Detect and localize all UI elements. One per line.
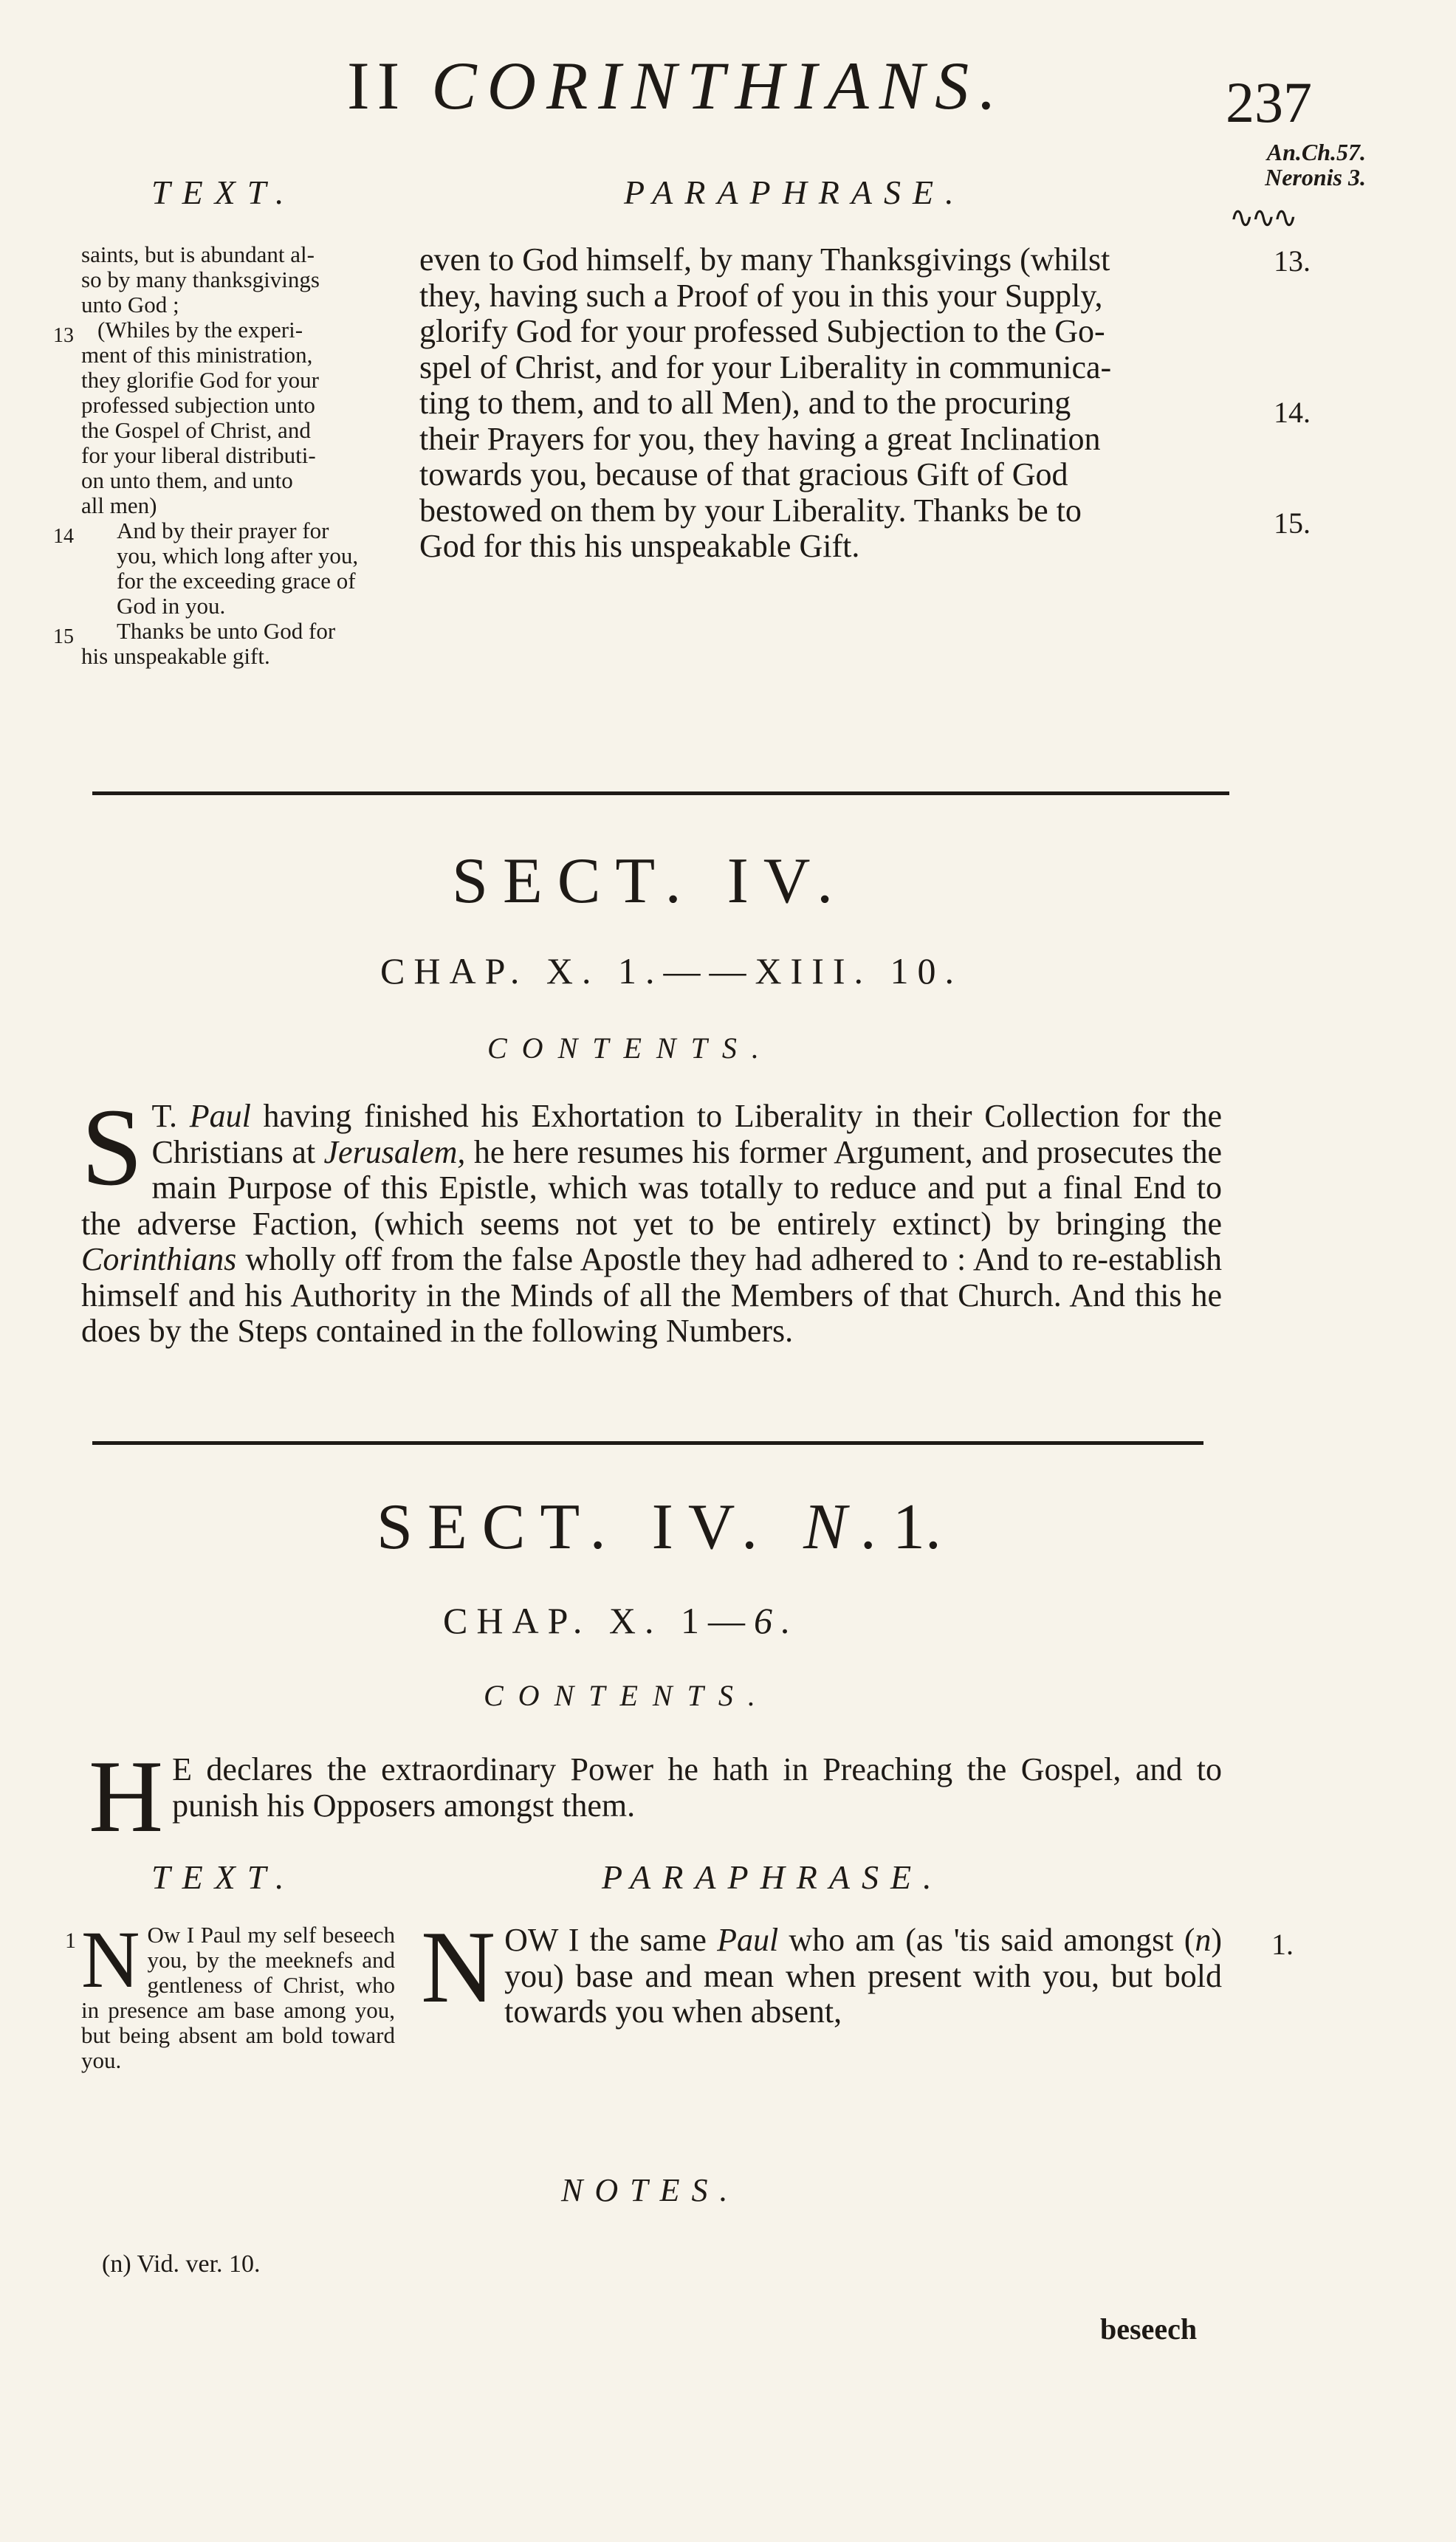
note-ref: n xyxy=(1195,1922,1212,1958)
drop-cap: H xyxy=(89,1739,164,1854)
verse-number: 15 xyxy=(53,625,74,648)
running-title xyxy=(347,48,1159,123)
text-verse-15 xyxy=(53,618,399,669)
margin-date-reign: Neronis 3. xyxy=(1265,163,1366,190)
text-line: And by their prayer for xyxy=(117,518,329,543)
subsection-contents-paragraph xyxy=(89,1739,1222,1854)
text-line: they glorifie God for your xyxy=(81,367,319,393)
contents-text: having finished his Exhortation to Liberality in their Collection for the Christians at xyxy=(151,1098,1222,1170)
text-line: so by many thanksgivings xyxy=(81,267,320,292)
text-verse-1-number: 1 xyxy=(65,1928,76,1953)
chap-range-main: CHAP. X. 1— xyxy=(443,1600,754,1641)
paraphrase-line: God for this his unspeakable Gift. xyxy=(419,528,860,564)
verse-mark-14: 14. xyxy=(1274,396,1311,429)
text-column-label-2: TEXT. xyxy=(151,1858,296,1896)
text-line: God in you. xyxy=(117,593,226,619)
text-line: you, which long after you, xyxy=(117,543,359,568)
ornament-icon: ∿∿∿ xyxy=(1229,201,1295,234)
book-prefix: II xyxy=(347,48,408,123)
catchword: beseech xyxy=(1100,2312,1198,2346)
section-divider xyxy=(92,1441,1203,1445)
text-body: Ow I Paul my self beseech you, by the meeknefs and gentleness of Christ, who in presence am base among you, but being absent am bold toward you. xyxy=(81,1922,395,2073)
paraphrase-line: towards you, because of that gracious Gift of God xyxy=(419,456,1068,492)
contents-text: wholly off from the false Apostle they had adhered to : And to re-establish himself and his Authority in the Minds of all the Members of that Church. And this he does by the Steps contained in the following Numbers. xyxy=(81,1241,1222,1349)
section-title: SECT. IV. xyxy=(452,845,848,917)
subsection-contents-heading: CONTENTS. xyxy=(484,1679,770,1712)
paraphrase-line: ting to them, and to all Men), and to the procuring xyxy=(419,385,1071,421)
text-line: unto God ; xyxy=(81,292,179,317)
verse-mark-1: 1. xyxy=(1271,1928,1294,1961)
text-line: ment of this ministration, xyxy=(81,342,313,368)
text-line: Thanks be unto God for xyxy=(117,618,336,644)
text-line: his unspeakable gift. xyxy=(81,643,270,669)
paraphrase-line: even to God himself, by many Thanksgivings (whilst xyxy=(419,241,1110,278)
text-line: (Whiles by the experi- xyxy=(97,317,303,343)
margin-date-year: An.Ch.57. xyxy=(1266,139,1366,165)
paraphrase-text: who am (as 'tis said amongst ( xyxy=(778,1922,1195,1958)
notes-heading: NOTES. xyxy=(561,2172,740,2208)
drop-cap: N xyxy=(81,1914,140,2005)
drop-cap: N xyxy=(421,1910,496,2024)
verse-number: 13 xyxy=(53,324,74,347)
bottom-text-column xyxy=(81,1914,395,2073)
text-verse-13 xyxy=(53,317,399,518)
subsection-chapter-range xyxy=(443,1602,799,1639)
paraphrase-line: they, having such a Proof of you in this your Supply, xyxy=(419,277,1103,314)
paraphrase-column-label-2: PARAPHRASE. xyxy=(602,1858,944,1896)
contents-paragraph xyxy=(81,1086,1222,1350)
text-line: for the exceeding grace of xyxy=(117,568,356,594)
text-verse-12 xyxy=(81,242,399,317)
contents-place: Jerusalem, xyxy=(323,1133,466,1170)
page-number: 237 xyxy=(1226,70,1312,134)
subsection-title xyxy=(377,1491,941,1563)
paraphrase-line: bestowed on them by your Liberality. Thanks be to xyxy=(419,492,1082,529)
text-line: for your liberal distributi- xyxy=(81,442,316,468)
paraphrase-text: ) you) base and mean when present with you, but bold towards you when absent, xyxy=(504,1922,1223,2030)
subsection-title-main: SECT. IV. xyxy=(377,1491,773,1563)
text-column-label: TEXT. xyxy=(151,174,296,211)
chap-range-end: 6. xyxy=(753,1600,800,1641)
footnote: (n) Vid. ver. 10. xyxy=(102,2250,261,2278)
paraphrase-line: their Prayers for you, they having a great Inclination xyxy=(419,420,1101,457)
top-paraphrase-column xyxy=(419,242,1232,565)
paraphrase-line: spel of Christ, and for your Liberality in communica- xyxy=(419,348,1112,385)
paraphrase-text: OW I the same xyxy=(504,1922,718,1958)
margin-date xyxy=(1226,140,1366,190)
subsection-title-num: 1. xyxy=(892,1491,941,1563)
paraphrase-name: Paul xyxy=(717,1922,779,1958)
contents-text: T. xyxy=(151,1098,190,1134)
contents-name: Paul xyxy=(189,1098,251,1134)
verse-mark-15: 15. xyxy=(1274,506,1311,540)
text-verse-14 xyxy=(53,518,399,619)
chapter-range: CHAP. X. 1.——XIII. 10. xyxy=(380,950,963,992)
text-line: all men) xyxy=(81,492,157,518)
contents-heading: CONTENTS. xyxy=(487,1031,774,1065)
verse-mark-13: 13. xyxy=(1274,244,1311,278)
contents-name: Corinthians xyxy=(81,1241,237,1277)
contents-text: E declares the extraordinary Power he hath in Preaching the Gospel, and to punish his Opposers amongst them. xyxy=(172,1751,1222,1824)
paraphrase-line: glorify God for your professed Subjection to the Go- xyxy=(419,313,1105,349)
top-text-column xyxy=(53,241,399,669)
subsection-title-n: N. xyxy=(803,1491,893,1563)
text-line: professed subjection unto xyxy=(81,392,315,418)
text-line: the Gospel of Christ, and xyxy=(81,417,311,443)
paraphrase-column-label: PARAPHRASE. xyxy=(624,174,966,211)
verse-number: 14 xyxy=(53,525,74,548)
bottom-paraphrase-column xyxy=(421,1910,1223,2030)
drop-cap: S xyxy=(81,1086,143,1209)
text-line: saints, but is abundant al- xyxy=(81,241,315,267)
contents-text: he here resumes his former Argument, and prosecutes the main Purpose of this Epistle, which was totally to reduce and put a final End to the adverse Faction, (which seems not yet to be entirely extinct) by bringing the xyxy=(81,1133,1222,1242)
book-name: CORINTHIANS. xyxy=(431,48,1007,123)
text-line: on unto them, and unto xyxy=(81,467,293,493)
section-divider xyxy=(92,791,1229,795)
